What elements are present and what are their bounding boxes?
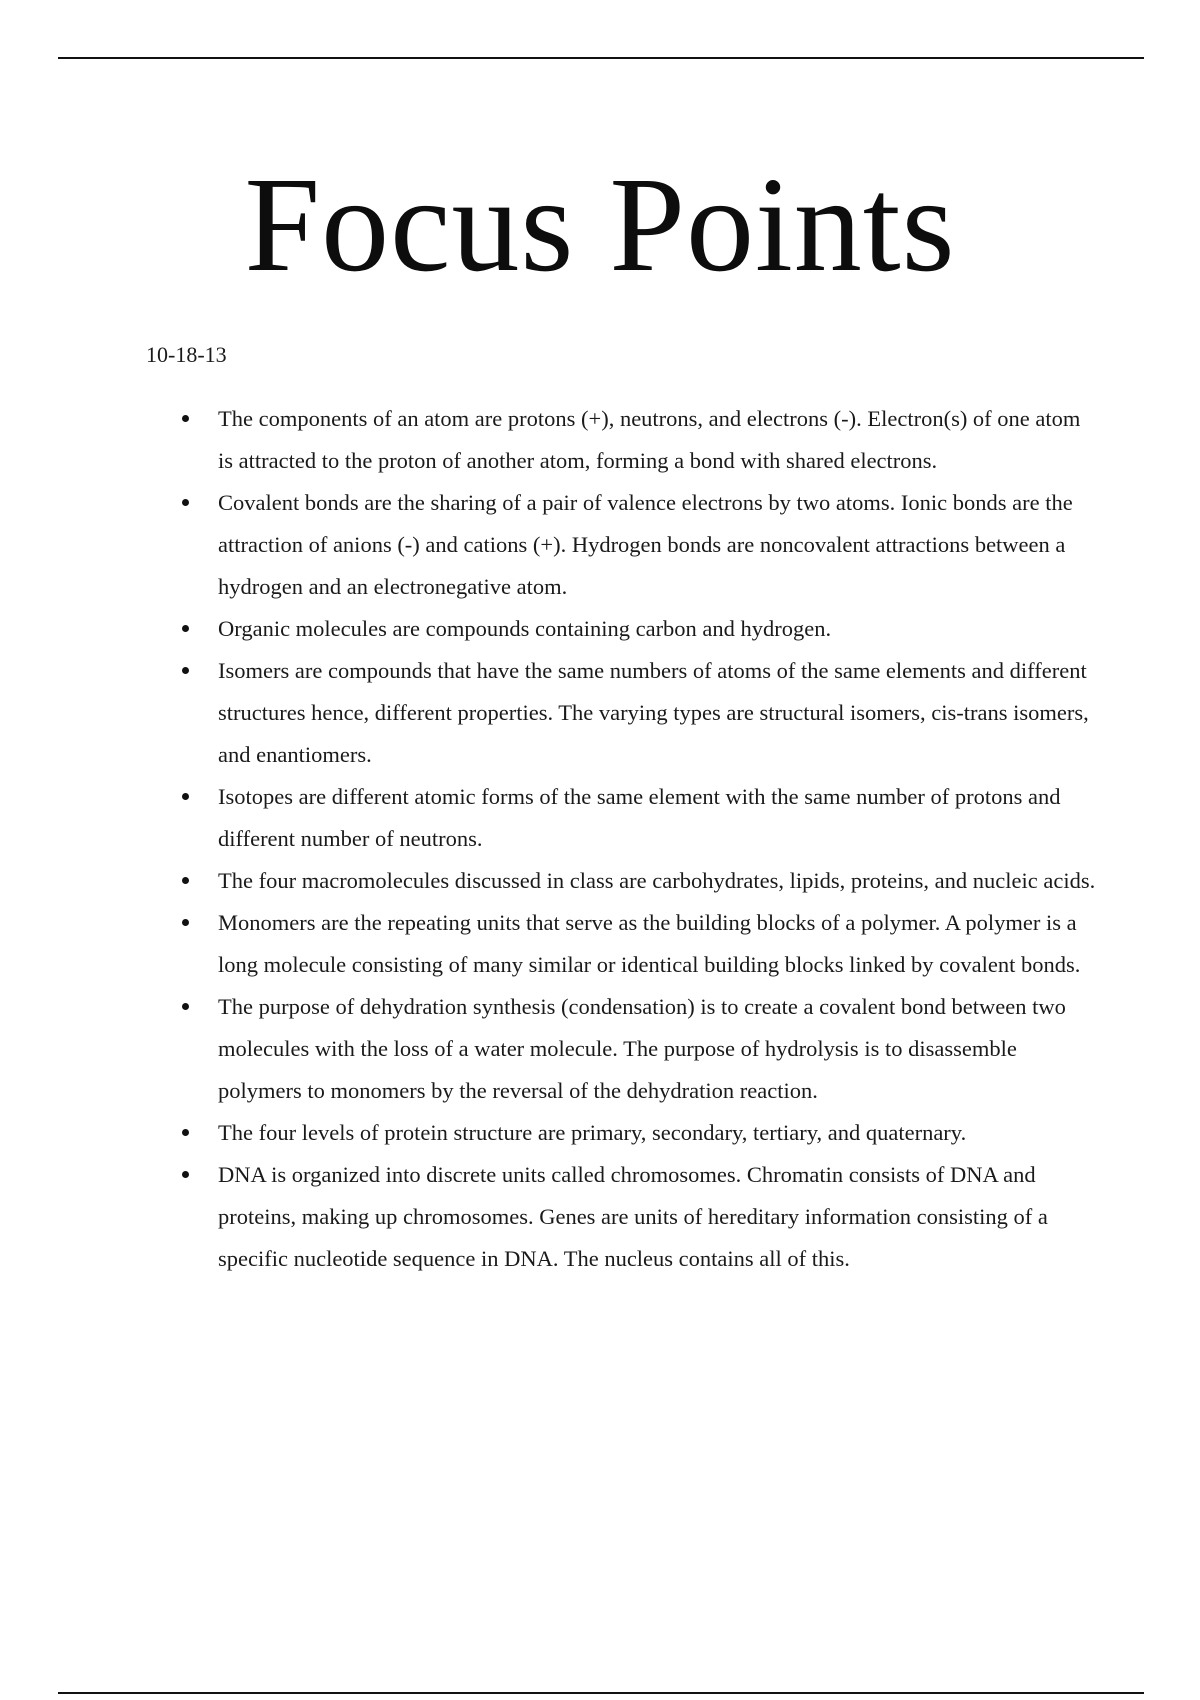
list-item-text: DNA is organized into discrete units called chromosomes. Chromatin consists of DNA and proteins, making up chromosomes. Genes are units of hereditary information consisting of a specific nucleotide sequence in DNA. The nucleus contains all of this. [218, 1162, 1048, 1271]
list-item-text: The four levels of protein structure are primary, secondary, tertiary, and quaternary. [218, 1120, 967, 1145]
bullet-icon [182, 667, 189, 674]
page-title: Focus Points [244, 150, 956, 300]
bullet-icon [182, 919, 189, 926]
list-item-text: Isotopes are different atomic forms of the same element with the same number of protons and different number of neutrons. [218, 784, 1061, 851]
bullet-icon [182, 1003, 189, 1010]
list-item [146, 986, 1096, 1112]
bullet-icon [182, 625, 189, 632]
list-item [146, 650, 1096, 776]
bullet-icon [182, 877, 189, 884]
list-item [146, 482, 1096, 608]
list-item [146, 1112, 1096, 1154]
document-date: 10-18-13 [146, 342, 227, 367]
bullet-icon [182, 793, 189, 800]
list-item [146, 608, 1096, 650]
list-item [146, 398, 1096, 482]
list-item-text: The purpose of dehydration synthesis (condensation) is to create a covalent bond between two molecules with the loss of a water molecule. The purpose of hydrolysis is to disassemble polymers to monomers by the reversal of the dehydration reaction. [218, 994, 1066, 1103]
list-item-text: Covalent bonds are the sharing of a pair of valence electrons by two atoms. Ionic bonds are the attraction of anions (-) and cations (+). Hydrogen bonds are noncovalent attractions between a hydrogen and an electronegative atom. [218, 490, 1073, 599]
top-rule [58, 57, 1144, 59]
bullet-list [146, 398, 1096, 1280]
list-item [146, 860, 1096, 902]
list-item [146, 1154, 1096, 1280]
bullet-icon [182, 499, 189, 506]
list-item-text: Monomers are the repeating units that serve as the building blocks of a polymer. A polymer is a long molecule consisting of many similar or identical building blocks linked by covalent bonds. [218, 910, 1081, 977]
list-item [146, 776, 1096, 860]
bullet-icon [182, 1129, 189, 1136]
bullet-icon [182, 415, 189, 422]
bullet-icon [182, 1171, 189, 1178]
list-item [146, 902, 1096, 986]
list-item-text: Organic molecules are compounds containing carbon and hydrogen. [218, 616, 832, 641]
list-item-text: The components of an atom are protons (+), neutrons, and electrons (-). Electron(s) of one atom is attracted to the proton of another atom, forming a bond with shared electrons. [218, 406, 1081, 473]
bottom-rule [58, 1692, 1144, 1694]
list-item-text: The four macromolecules discussed in class are carbohydrates, lipids, proteins, and nucleic acids. [218, 868, 1096, 893]
list-item-text: Isomers are compounds that have the same numbers of atoms of the same elements and different structures hence, different properties. The varying types are structural isomers, cis-trans isomers, and enantiomers. [218, 658, 1089, 767]
